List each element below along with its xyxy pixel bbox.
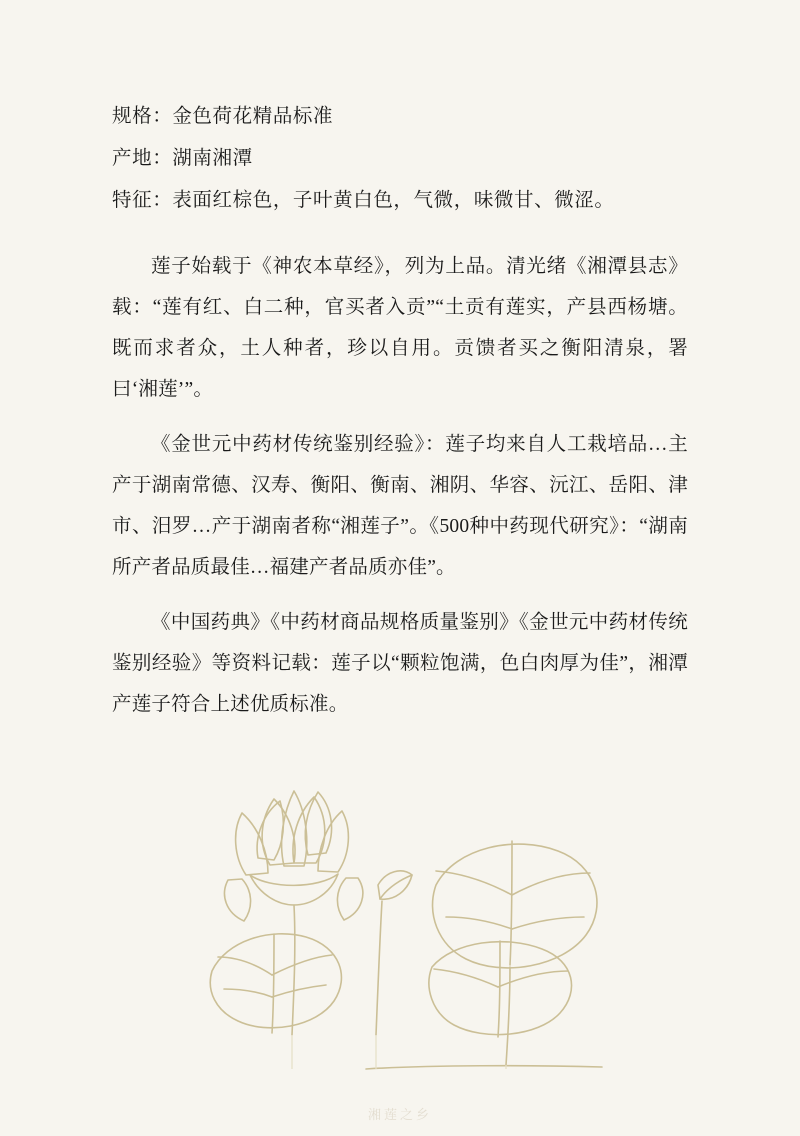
meta-line-specification — [112, 96, 688, 138]
page-watermark: 湘莲之乡 — [367, 1107, 432, 1122]
meta-line-characteristics — [112, 180, 688, 222]
meta-value-specification: 金色荷花精品标准 — [172, 106, 334, 127]
paragraph-spacer — [112, 232, 688, 246]
body-paragraph-quality-standard: 《中国药典》《中药材商品规格质量鉴别》《金世元中药材传统鉴别经验》等资料记载：莲子以“颗粒饱满，色白肉厚为佳”，湘潭产莲子符合上述优质标准。 — [112, 612, 688, 715]
paragraph-spacer — [112, 410, 688, 424]
product-meta-block — [112, 96, 688, 222]
paragraph-spacer — [112, 588, 688, 602]
lotus-illustration — [150, 735, 650, 1131]
meta-label-specification: 规格： — [112, 106, 173, 127]
body-paragraph-history: 莲子始载于《神农本草经》，列为上品。清光绪《湘潭县志》载：“莲有红、白二种，官买者入贡”“土贡有莲实，产县西杨塘。既而求者众，土人种者，珍以自用。贡馈者买之衡阳清泉，署曰‘湘莲’”。 — [112, 256, 688, 400]
body-paragraph-origin-references: 《金世元中药材传统鉴别经验》：莲子均来自人工栽培品…主产于湖南常德、汉寿、衡阳、衡南、湘阴、华容、沅江、岳阳、津市、汨罗…产于湖南者称“湘莲子”。《500种中药现代研究》：“湖南所产者品质最佳…福建产者品质亦佳”。 — [112, 434, 688, 578]
meta-line-origin — [112, 138, 688, 180]
meta-value-characteristics: 表面红棕色，子叶黄白色，气微，味微甘、微涩。 — [172, 190, 615, 211]
meta-value-origin: 湖南湘潭 — [172, 148, 253, 169]
meta-label-characteristics: 特征： — [112, 190, 173, 211]
meta-label-origin: 产地： — [112, 148, 173, 169]
